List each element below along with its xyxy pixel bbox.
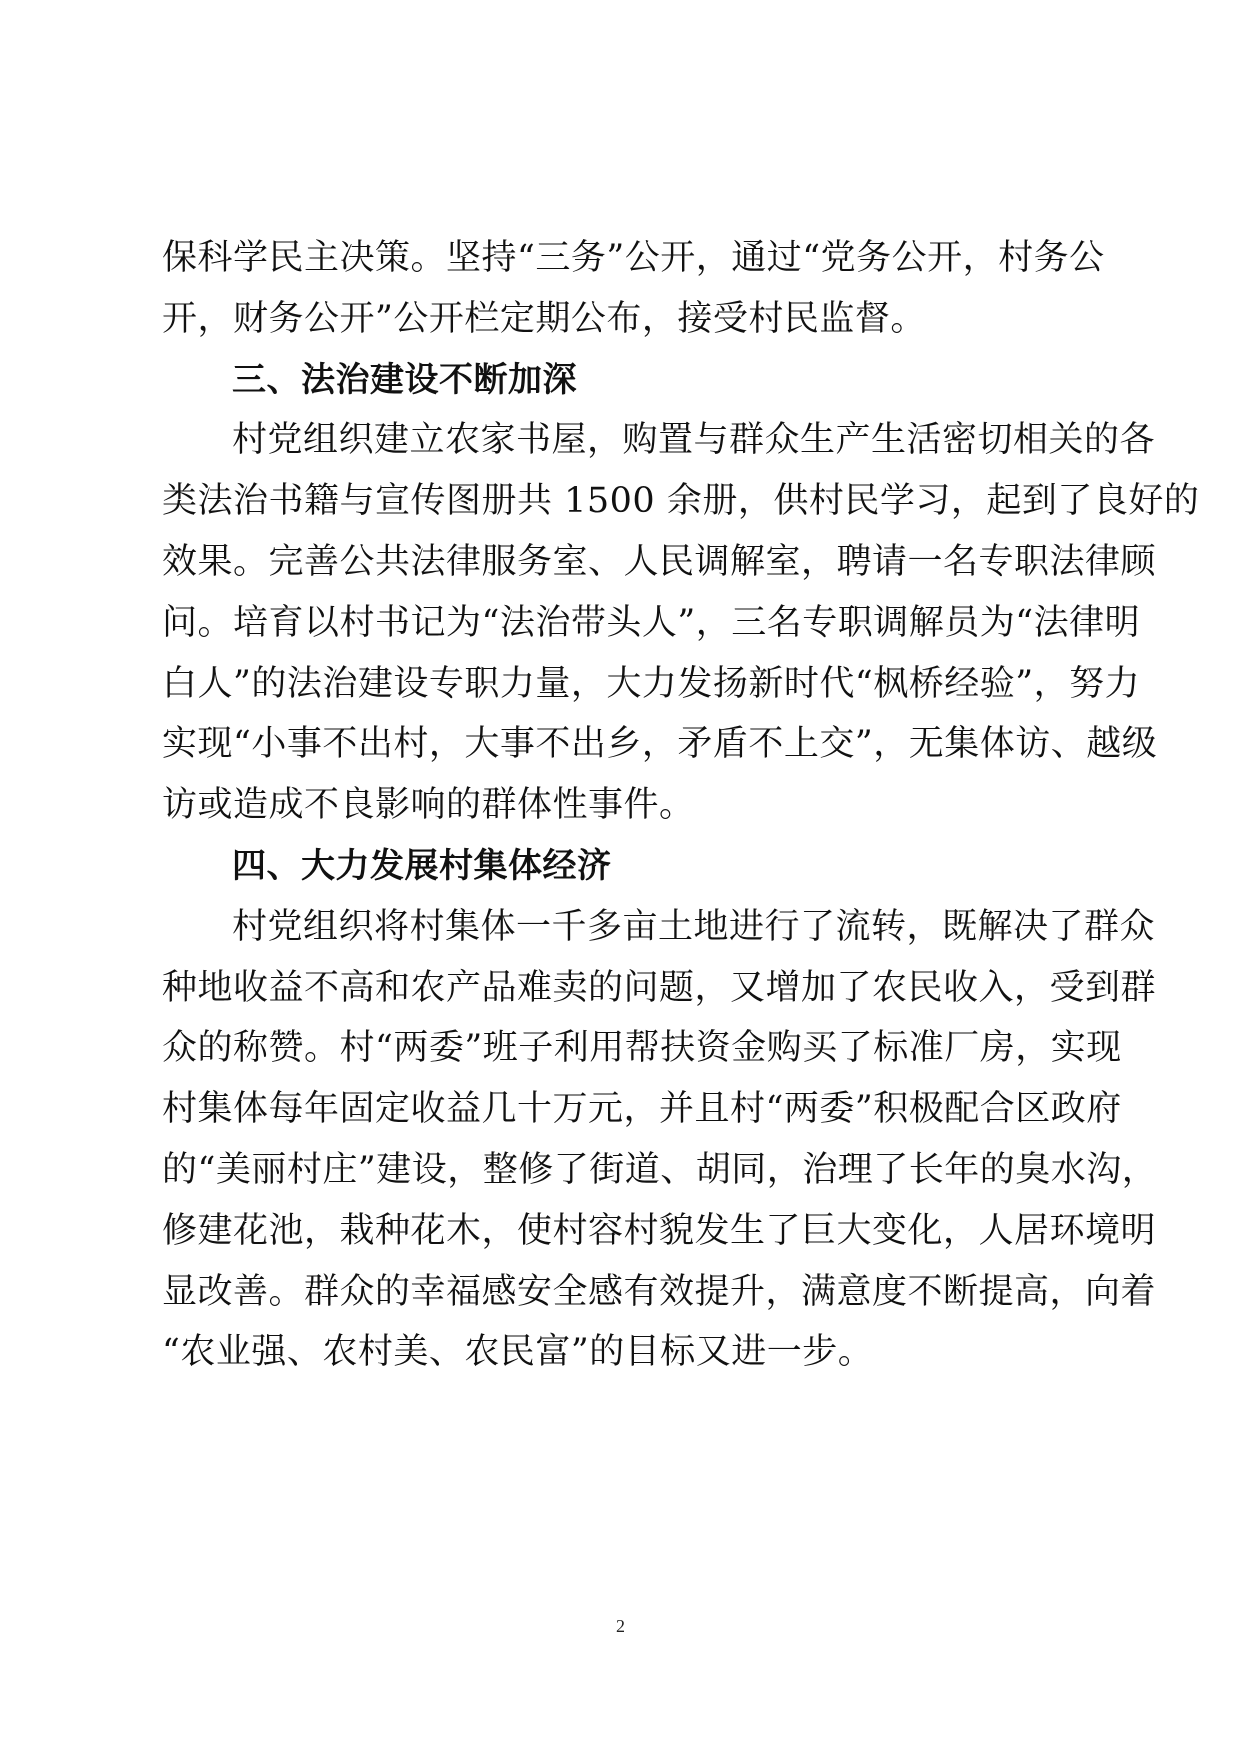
body-line: 显改善。群众的幸福感安全感有效提升，满意度不断提高，向着 bbox=[162, 1271, 1157, 1312]
section-heading-4: 四、大力发展村集体经济 bbox=[232, 845, 612, 886]
body-line: 开，财务公开”公开栏定期公布，接受村民监督。 bbox=[162, 298, 926, 339]
body-line: 问。培育以村书记为“法治带头人”，三名专职调解员为“法律明 bbox=[162, 602, 1141, 643]
body-line: 众的称赞。村“两委”班子利用帮扶资金购买了标准厂房，实现 bbox=[162, 1028, 1122, 1069]
body-line: 访或造成不良影响的群体性事件。 bbox=[162, 785, 695, 826]
body-line: “农业强、农村美、农民富”的目标又进一步。 bbox=[162, 1332, 874, 1373]
body-line: 村党组织将村集体一千多亩土地进行了流转，既解决了群众 bbox=[232, 906, 1156, 947]
body-line: 保科学民主决策。坚持“三务”公开，通过“党务公开，村务公 bbox=[162, 238, 1105, 278]
section-heading-3: 三、法治建设不断加深 bbox=[232, 359, 577, 400]
body-line: 类法治书籍与宣传图册共 1500 余册，供村民学习，起到了良好的 bbox=[162, 481, 1200, 522]
body-line: 实现“小事不出村，大事不出乡，矛盾不上交”，无集体访、越级 bbox=[162, 724, 1158, 765]
body-line: 村集体每年固定收益几十万元，并且村“两委”积极配合区政府 bbox=[162, 1089, 1122, 1130]
body-line: 效果。完善公共法律服务室、人民调解室，聘请一名专职法律顾 bbox=[162, 541, 1157, 582]
body-line: 村党组织建立农家书屋，购置与群众生产生活密切相关的各 bbox=[232, 420, 1156, 461]
page-number: 2 bbox=[616, 1616, 625, 1636]
document-body bbox=[162, 228, 1200, 1383]
body-line: 种地收益不高和农产品难卖的问题，又增加了农民收入，受到群 bbox=[162, 967, 1157, 1008]
body-line: 修建花池，栽种花木，使村容村貌发生了巨大变化，人居环境明 bbox=[162, 1210, 1157, 1251]
body-line: 白人”的法治建设专职力量，大力发扬新时代“枫桥经验”，努力 bbox=[162, 663, 1141, 704]
body-line: 的“美丽村庄”建设，整修了街道、胡同，治理了长年的臭水沟， bbox=[162, 1149, 1158, 1190]
